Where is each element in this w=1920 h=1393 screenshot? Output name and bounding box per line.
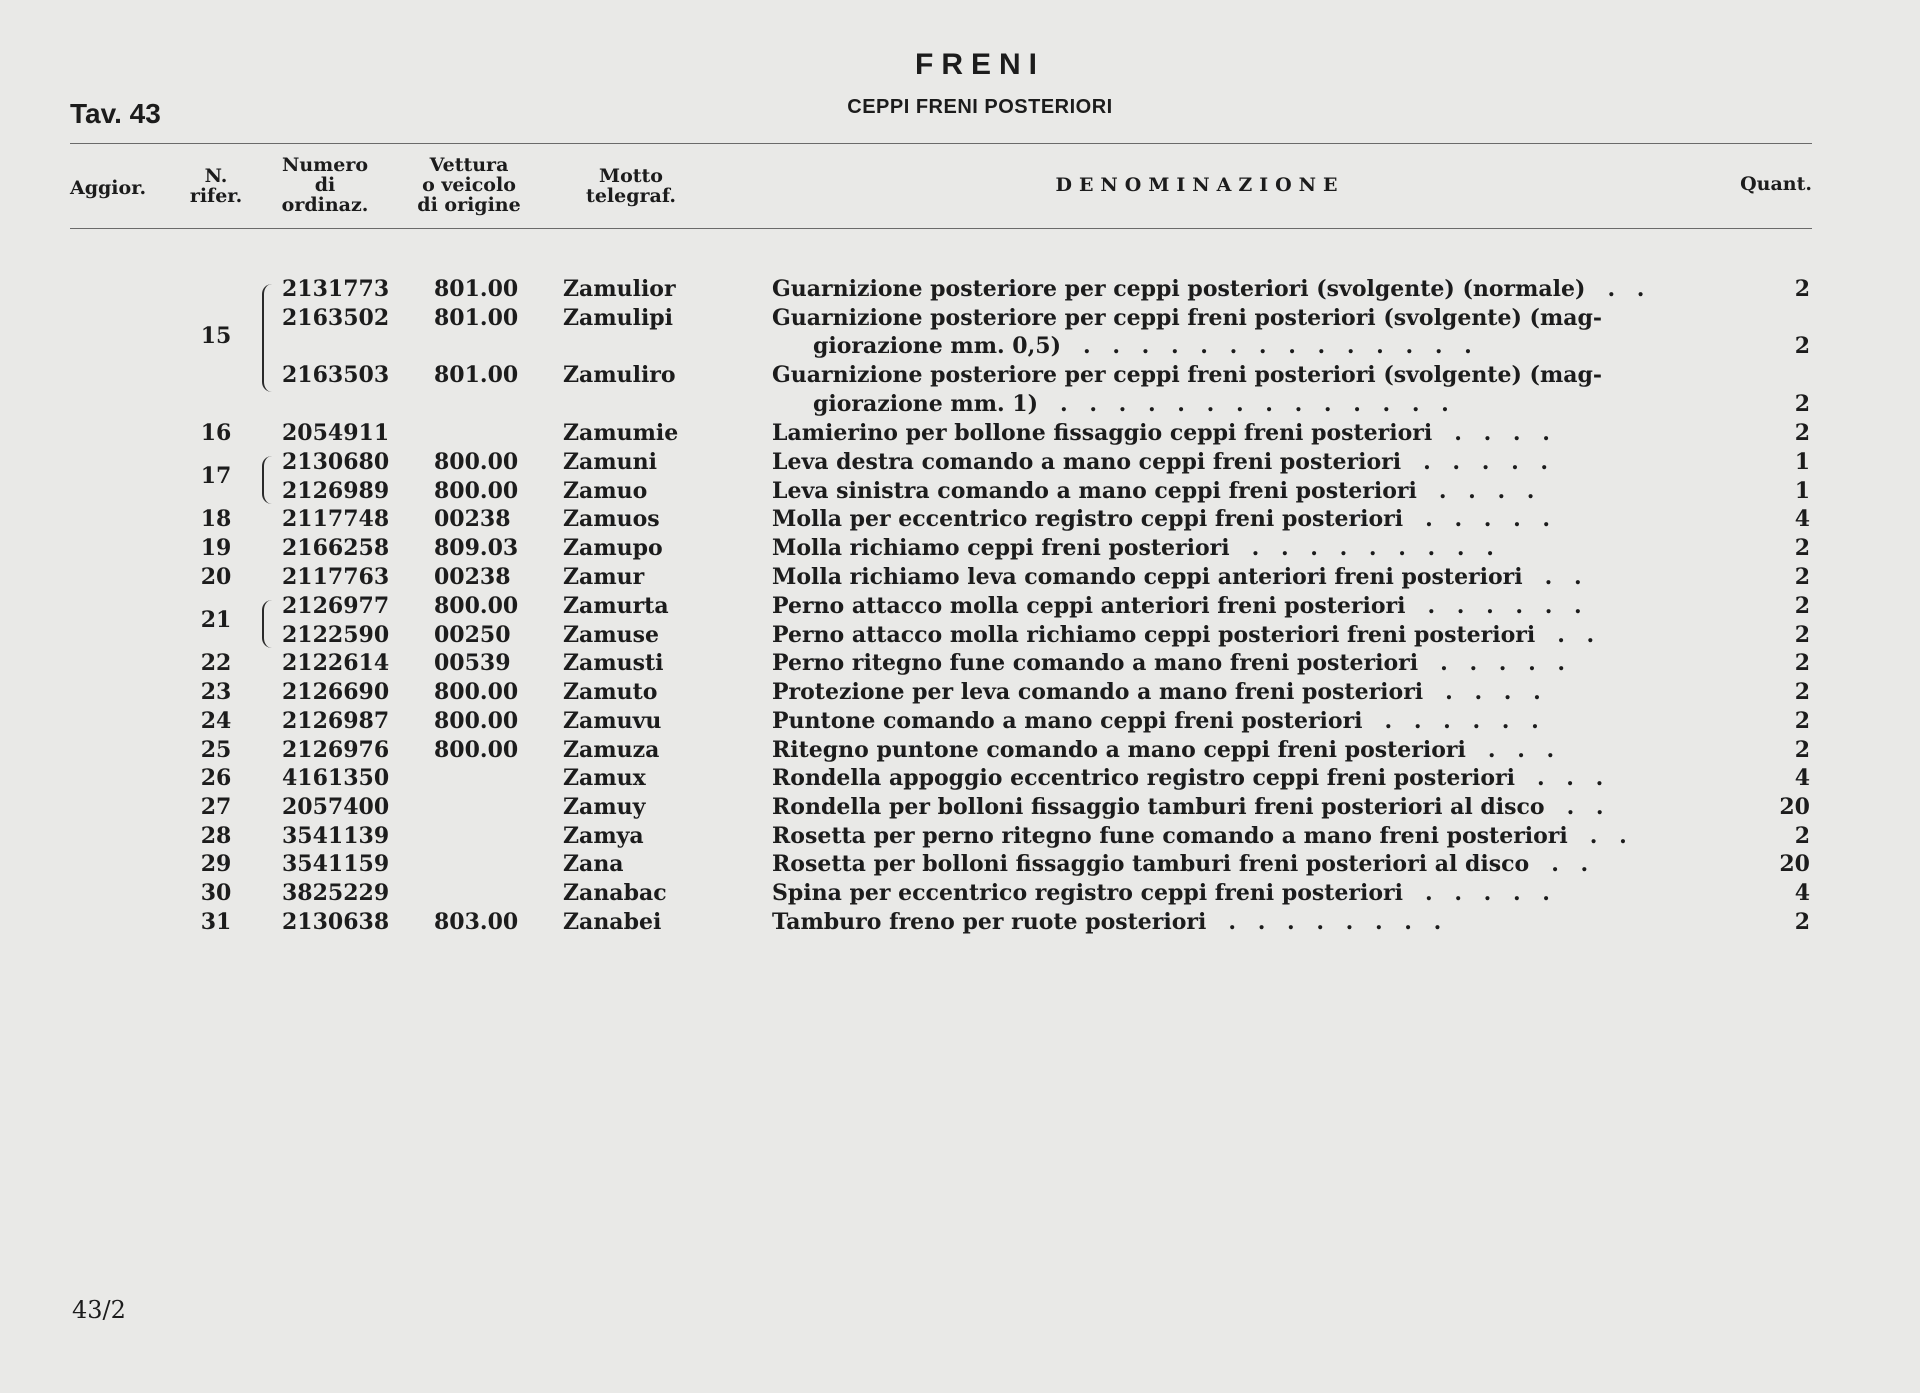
leader-dots: . . . . . . . . . . . . . .	[1060, 391, 1456, 417]
quantity: 2	[1794, 333, 1810, 359]
vehicle-origin: 00539	[434, 650, 511, 676]
description-text: Guarnizione posteriore per ceppi freni posteriori (svolgente) (mag-	[772, 362, 1602, 388]
header-rule	[70, 228, 1812, 229]
telegraph-code: Zamux	[563, 765, 646, 791]
telegraph-code: Zamya	[563, 823, 644, 849]
order-number: 2126690	[282, 679, 390, 705]
part-description	[772, 879, 1737, 908]
ref-number: 15	[200, 323, 232, 349]
vehicle-origin: 800.00	[434, 679, 519, 705]
ref-number: 26	[200, 765, 232, 791]
ref-number: 16	[200, 420, 232, 446]
col-header-quant: Quant.	[1740, 173, 1812, 195]
ref-number: 24	[200, 708, 232, 734]
description-text: Leva destra comando a mano ceppi freni posteriori	[772, 449, 1402, 475]
part-description	[772, 477, 1737, 506]
telegraph-code: Zamuto	[563, 679, 658, 705]
quantity: 2	[1794, 679, 1810, 705]
quantity: 2	[1794, 420, 1810, 446]
col-header-aggior: Aggior.	[70, 177, 147, 199]
order-number: 3825229	[282, 880, 390, 906]
telegraph-code: Zamuvu	[563, 708, 662, 734]
ref-number: 20	[200, 564, 232, 590]
page-title: FRENI	[915, 48, 1045, 81]
leader-dots: . .	[1551, 851, 1596, 877]
ref-number: 25	[200, 737, 232, 763]
leader-dots: . . . . . . . . . . . . . .	[1083, 333, 1479, 359]
telegraph-code: Zanabei	[563, 909, 662, 935]
part-description	[772, 592, 1737, 621]
quantity: 2	[1794, 708, 1810, 734]
vehicle-origin: 801.00	[434, 276, 519, 302]
vehicle-origin: 00238	[434, 506, 511, 532]
leader-dots: . . . .	[1445, 679, 1548, 705]
leader-dots: . .	[1566, 794, 1611, 820]
quantity: 2	[1794, 622, 1810, 648]
leader-dots: . . . .	[1454, 420, 1557, 446]
leader-dots: . .	[1544, 564, 1589, 590]
description-text: Molla richiamo ceppi freni posteriori	[772, 535, 1230, 561]
telegraph-code: Zamulipi	[563, 305, 674, 331]
vehicle-origin: 800.00	[434, 478, 519, 504]
quantity: 20	[1779, 794, 1810, 820]
part-description	[772, 304, 1737, 333]
order-number: 2117763	[282, 564, 390, 590]
order-number: 2163502	[282, 305, 390, 331]
telegraph-code: Zamuos	[563, 506, 660, 532]
ref-number: 30	[200, 880, 232, 906]
order-number: 3541159	[282, 851, 390, 877]
part-description-continued	[813, 390, 1737, 419]
page-number: 43/2	[72, 1296, 126, 1324]
description-text: Leva sinistra comando a mano ceppi freni posteriori	[772, 478, 1417, 504]
quantity: 2	[1794, 276, 1810, 302]
ref-number: 22	[200, 650, 232, 676]
order-number: 2126976	[282, 737, 390, 763]
vehicle-origin: 800.00	[434, 449, 519, 475]
order-number: 2130638	[282, 909, 390, 935]
description-text: Perno attacco molla ceppi anteriori freni posteriori	[772, 593, 1406, 619]
quantity: 2	[1794, 823, 1810, 849]
order-number: 2057400	[282, 794, 390, 820]
quantity: 2	[1794, 650, 1810, 676]
leader-dots: . .	[1557, 622, 1602, 648]
description-text: Perno ritegno fune comando a mano freni posteriori	[772, 650, 1419, 676]
quantity: 4	[1794, 880, 1810, 906]
vehicle-origin: 801.00	[434, 305, 519, 331]
order-number: 2131773	[282, 276, 390, 302]
part-description	[772, 534, 1737, 563]
order-number: 2122614	[282, 650, 390, 676]
leader-dots: . . .	[1487, 737, 1562, 763]
telegraph-code: Zamumie	[563, 420, 679, 446]
group-brace-15	[262, 284, 278, 392]
part-description	[772, 850, 1737, 879]
description-text: Perno attacco molla richiamo ceppi posteriori freni posteriori	[772, 622, 1536, 648]
ref-number: 27	[200, 794, 232, 820]
ref-number: 18	[200, 506, 232, 532]
description-text: Guarnizione posteriore per ceppi posteriori (svolgente) (normale)	[772, 276, 1586, 302]
ref-number: 29	[200, 851, 232, 877]
leader-dots: . . . . . .	[1427, 593, 1589, 619]
col-header-denominazione: DENOMINAZIONE	[1055, 174, 1345, 196]
part-description	[772, 822, 1737, 851]
leader-dots: . . .	[1536, 765, 1611, 791]
description-text: Protezione per leva comando a mano freni posteriori	[772, 679, 1424, 705]
telegraph-code: Zana	[563, 851, 624, 877]
part-description	[772, 275, 1737, 304]
part-description	[772, 361, 1737, 390]
order-number: 3541139	[282, 823, 390, 849]
description-text: Tamburo freno per ruote posteriori	[772, 909, 1207, 935]
description-text: Lamierino per bollone fissaggio ceppi freni posteriori	[772, 420, 1433, 446]
part-description	[772, 793, 1737, 822]
leader-dots: . . . . . .	[1384, 708, 1546, 734]
description-text: Spina per eccentrico registro ceppi freni posteriori	[772, 880, 1403, 906]
telegraph-code: Zamuse	[563, 622, 659, 648]
vehicle-origin: 00238	[434, 564, 511, 590]
ref-number: 31	[200, 909, 232, 935]
col-header-vettura: Vettura o veicolo di origine	[417, 154, 521, 216]
ref-number: 21	[200, 607, 232, 633]
leader-dots: . .	[1589, 823, 1634, 849]
telegraph-code: Zamusti	[563, 650, 664, 676]
telegraph-code: Zamuliro	[563, 362, 676, 388]
leader-dots: . . . . .	[1440, 650, 1573, 676]
leader-dots: . .	[1607, 276, 1652, 302]
top-rule	[70, 143, 1812, 144]
description-text-continued: giorazione mm. 1)	[813, 391, 1039, 417]
order-number: 2126987	[282, 708, 390, 734]
description-text: Rosetta per perno ritegno fune comando a mano freni posteriori	[772, 823, 1568, 849]
quantity: 2	[1794, 391, 1810, 417]
quantity: 20	[1779, 851, 1810, 877]
description-text: Rosetta per bolloni fissaggio tamburi freni posteriori al disco	[772, 851, 1530, 877]
col-header-rifer: N. rifer.	[189, 165, 243, 207]
vehicle-origin: 800.00	[434, 708, 519, 734]
part-description	[772, 563, 1737, 592]
telegraph-code: Zanabac	[563, 880, 667, 906]
description-text: Guarnizione posteriore per ceppi freni posteriori (svolgente) (mag-	[772, 305, 1602, 331]
description-text: Molla richiamo leva comando ceppi anteriori freni posteriori	[772, 564, 1523, 590]
order-number: 2126989	[282, 478, 390, 504]
ref-number: 19	[200, 535, 232, 561]
order-number: 2126977	[282, 593, 390, 619]
part-description	[772, 736, 1737, 765]
part-description	[772, 764, 1737, 793]
telegraph-code: Zamurta	[563, 593, 669, 619]
ref-number: 23	[200, 679, 232, 705]
leader-dots: . . . .	[1438, 478, 1542, 504]
telegraph-code: Zamuza	[563, 737, 660, 763]
quantity: 1	[1794, 478, 1810, 504]
quantity: 2	[1794, 564, 1810, 590]
vehicle-origin: 800.00	[434, 593, 519, 619]
telegraph-code: Zamur	[563, 564, 645, 590]
vehicle-origin: 803.00	[434, 909, 519, 935]
telegraph-code: Zamulior	[563, 276, 676, 302]
quantity: 2	[1794, 909, 1810, 935]
telegraph-code: Zamuo	[563, 478, 648, 504]
quantity: 4	[1794, 765, 1810, 791]
part-description	[772, 505, 1737, 534]
order-number: 2117748	[282, 506, 390, 532]
order-number: 2122590	[282, 622, 390, 648]
part-description	[772, 707, 1737, 736]
order-number: 2054911	[282, 420, 390, 446]
quantity: 2	[1794, 535, 1810, 561]
part-description	[772, 448, 1737, 477]
page-subtitle: CEPPI FRENI POSTERIORI	[847, 96, 1113, 118]
order-number: 2130680	[282, 449, 390, 475]
part-description	[772, 649, 1737, 678]
telegraph-code: Zamupo	[563, 535, 663, 561]
description-text: Puntone comando a mano ceppi freni posteriori	[772, 708, 1363, 734]
leader-dots: . . . . .	[1425, 506, 1558, 532]
telegraph-code: Zamuy	[563, 794, 646, 820]
quantity: 2	[1794, 737, 1810, 763]
leader-dots: . . . . .	[1425, 880, 1557, 906]
order-number: 4161350	[282, 765, 390, 791]
description-text: Rondella per bolloni fissaggio tamburi freni posteriori al disco	[772, 794, 1545, 820]
part-description-continued	[813, 332, 1737, 361]
quantity: 2	[1794, 593, 1810, 619]
description-text-continued: giorazione mm. 0,5)	[813, 333, 1061, 359]
quantity: 4	[1794, 506, 1810, 532]
part-description	[772, 621, 1737, 650]
order-number: 2166258	[282, 535, 390, 561]
vehicle-origin: 800.00	[434, 737, 519, 763]
vehicle-origin: 00250	[434, 622, 511, 648]
leader-dots: . . . . . . . .	[1228, 909, 1449, 935]
col-header-motto: Motto telegraf.	[586, 165, 676, 207]
leader-dots: . . . . .	[1423, 449, 1556, 475]
ref-number: 28	[200, 823, 232, 849]
description-text: Ritegno puntone comando a mano ceppi freni posteriori	[772, 737, 1466, 763]
order-number: 2163503	[282, 362, 390, 388]
description-text: Rondella appoggio eccentrico registro ceppi freni posteriori	[772, 765, 1515, 791]
ref-number: 17	[200, 463, 232, 489]
description-text: Molla per eccentrico registro ceppi freni posteriori	[772, 506, 1404, 532]
group-brace-17	[262, 456, 278, 504]
leader-dots: . . . . . . . . .	[1251, 535, 1501, 561]
telegraph-code: Zamuni	[563, 449, 657, 475]
vehicle-origin: 801.00	[434, 362, 519, 388]
part-description	[772, 678, 1737, 707]
col-header-numero: Numero di ordinaz.	[281, 154, 369, 216]
group-brace-21	[262, 600, 278, 648]
table-reference: Tav. 43	[70, 98, 161, 129]
vehicle-origin: 809.03	[434, 535, 519, 561]
part-description	[772, 908, 1737, 937]
part-description	[772, 419, 1737, 448]
quantity: 1	[1794, 449, 1810, 475]
